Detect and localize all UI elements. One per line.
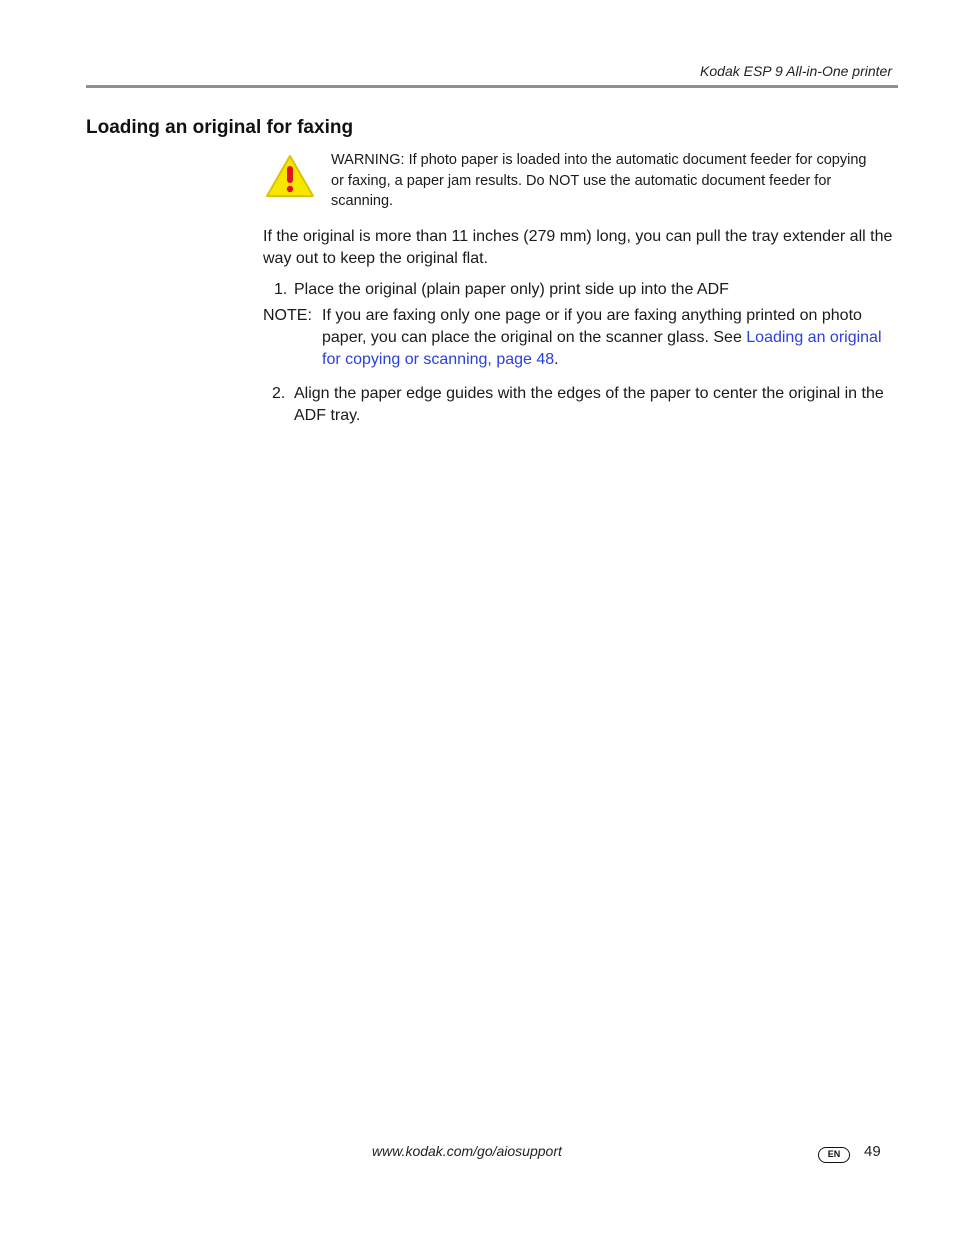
header-divider bbox=[86, 85, 898, 88]
step-text: Place the original (plain paper only) print side up into the ADF bbox=[294, 281, 729, 298]
cross-reference-link[interactable]: Loading an original for copying or scanning, page 48 bbox=[322, 329, 882, 368]
note-text-before: If you are faxing only one page or if you are faxing anything printed on photo paper, you can place the original on the scanner glass. See bbox=[322, 307, 862, 346]
step-number: 1. bbox=[274, 281, 288, 298]
note-text bbox=[322, 305, 898, 371]
intro-paragraph: If the original is more than 11 inches (279 mm) long, you can pull the tray extender all the way out to keep the original flat. bbox=[263, 228, 893, 267]
step-number: 2. bbox=[272, 385, 286, 402]
footer-url: www.kodak.com/go/aiosupport bbox=[372, 1143, 562, 1159]
language-badge: EN bbox=[818, 1147, 850, 1163]
section-heading: Loading an original for faxing bbox=[86, 117, 354, 138]
note-label: NOTE: bbox=[263, 307, 312, 324]
note-text-after: . bbox=[554, 351, 559, 368]
page-number: 49 bbox=[864, 1143, 881, 1160]
running-header-title: Kodak ESP 9 All-in-One printer bbox=[700, 63, 892, 79]
warning-icon bbox=[265, 154, 315, 198]
step-text: Align the paper edge guides with the edges of the paper to center the original in the ADF tray. bbox=[294, 385, 884, 424]
warning-text: WARNING: If photo paper is loaded into the automatic document feeder for copying or faxing, a paper jam results. Do NOT use the automatic document feeder for scanning. bbox=[331, 152, 867, 209]
